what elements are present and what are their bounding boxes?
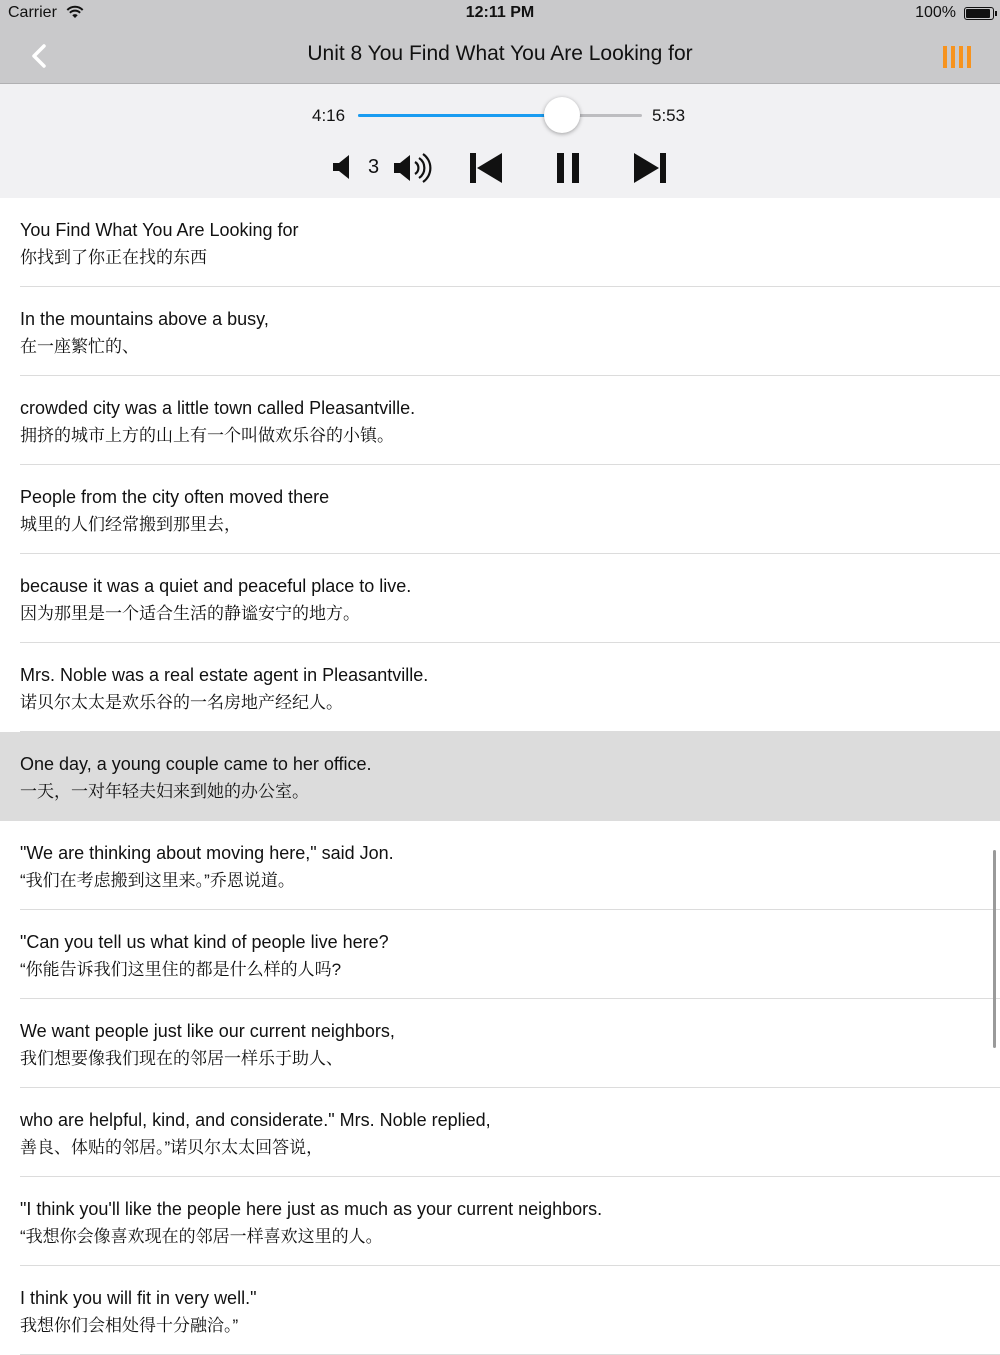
scroll-indicator xyxy=(993,850,996,1048)
lyric-row[interactable] xyxy=(0,198,1000,287)
progress-slider[interactable] xyxy=(358,114,642,117)
lyric-english: "I think you'll like the people here just as much as your current neighbors. xyxy=(20,1199,603,1219)
lyric-row[interactable] xyxy=(0,643,1000,732)
lyric-english: People from the city often moved there xyxy=(20,487,330,507)
battery-icon xyxy=(964,7,994,20)
audio-player xyxy=(0,84,1000,198)
lyric-row[interactable] xyxy=(0,465,1000,554)
lyric-row[interactable] xyxy=(0,554,1000,643)
progress-thumb[interactable] xyxy=(544,97,580,133)
lyric-row[interactable] xyxy=(0,287,1000,376)
lyric-row-active[interactable] xyxy=(0,732,1000,821)
lyric-row[interactable] xyxy=(0,376,1000,465)
lyric-chinese: “我们在考虑搬到这里来。”乔恩说道。 xyxy=(20,871,295,890)
lyric-chinese: 我们想要像我们现在的邻居一样乐于助人、 xyxy=(20,1049,343,1068)
lyric-row[interactable] xyxy=(0,999,1000,1088)
lyric-english: I think you will fit in very well." xyxy=(20,1288,257,1308)
carrier-label: Carrier xyxy=(8,4,57,21)
lyric-chinese: 因为那里是一个适合生活的静谧安宁的地方。 xyxy=(20,604,360,623)
lyric-chinese: 城里的人们经常搬到那里去， xyxy=(20,515,241,534)
lyric-english: One day, a young couple came to her office. xyxy=(20,754,372,774)
chevron-left-icon[interactable] xyxy=(22,38,58,74)
status-bar xyxy=(0,0,1000,28)
lyric-chinese: 一天，一对年轻夫妇来到她的办公室。 xyxy=(20,782,309,801)
lyric-english: who are helpful, kind, and considerate." Mrs. Noble replied, xyxy=(20,1110,491,1130)
lyric-english: Mrs. Noble was a real estate agent in Pleasantville. xyxy=(20,665,429,685)
clock: 12:11 PM xyxy=(465,4,535,21)
lyric-row[interactable] xyxy=(0,1088,1000,1177)
lyric-english: because it was a quiet and peaceful place to live. xyxy=(20,576,412,596)
volume-up-icon[interactable] xyxy=(392,150,434,186)
lyric-english: We want people just like our current neighbors, xyxy=(20,1021,395,1041)
lyric-english: In the mountains above a busy, xyxy=(20,309,269,329)
wifi-icon xyxy=(66,5,84,24)
lyric-row[interactable] xyxy=(0,1266,1000,1355)
lyric-english: "We are thinking about moving here," said Jon. xyxy=(20,843,394,863)
volume-down-icon[interactable] xyxy=(330,152,354,182)
lyric-chinese: 你找到了你正在找的东西 xyxy=(20,248,207,267)
page-title: Unit 8 You Find What You Are Looking for xyxy=(307,42,693,65)
lyric-chinese: 善良、体贴的邻居。”诺贝尔太太回答说， xyxy=(20,1138,324,1157)
current-time: 4:16 xyxy=(312,106,346,125)
lyric-row[interactable] xyxy=(0,821,1000,910)
lyric-chinese: 我想你们会相处得十分融洽。” xyxy=(20,1316,239,1335)
playlist-bars-icon[interactable] xyxy=(942,44,976,70)
duration: 5:53 xyxy=(652,106,686,125)
navigation-bar xyxy=(0,28,1000,84)
progress-fill xyxy=(358,114,562,117)
lyric-chinese: “我想你会像喜欢现在的邻居一样喜欢这里的人。 xyxy=(20,1227,383,1246)
lyric-english: "Can you tell us what kind of people live here? xyxy=(20,932,389,952)
battery-percentage: 100% xyxy=(915,4,956,21)
lyric-row[interactable] xyxy=(0,910,1000,999)
lyric-chinese: 拥挤的城市上方的山上有一个叫做欢乐谷的小镇。 xyxy=(20,426,394,445)
lyric-chinese: “你能告诉我们这里住的都是什么样的人吗? xyxy=(20,960,342,979)
lyric-english: crowded city was a little town called Pleasantville. xyxy=(20,398,416,418)
skip-next-icon[interactable] xyxy=(632,150,668,186)
lyric-english: You Find What You Are Looking for xyxy=(20,220,299,240)
lyric-chinese: 在一座繁忙的、 xyxy=(20,337,139,356)
lyrics-list xyxy=(0,198,1000,1355)
skip-previous-icon[interactable] xyxy=(468,150,504,186)
lyric-row[interactable] xyxy=(0,1177,1000,1266)
speed-value: 3 xyxy=(368,156,380,178)
pause-icon[interactable] xyxy=(554,150,582,186)
lyric-chinese: 诺贝尔太太是欢乐谷的一名房地产经纪人。 xyxy=(20,693,343,712)
